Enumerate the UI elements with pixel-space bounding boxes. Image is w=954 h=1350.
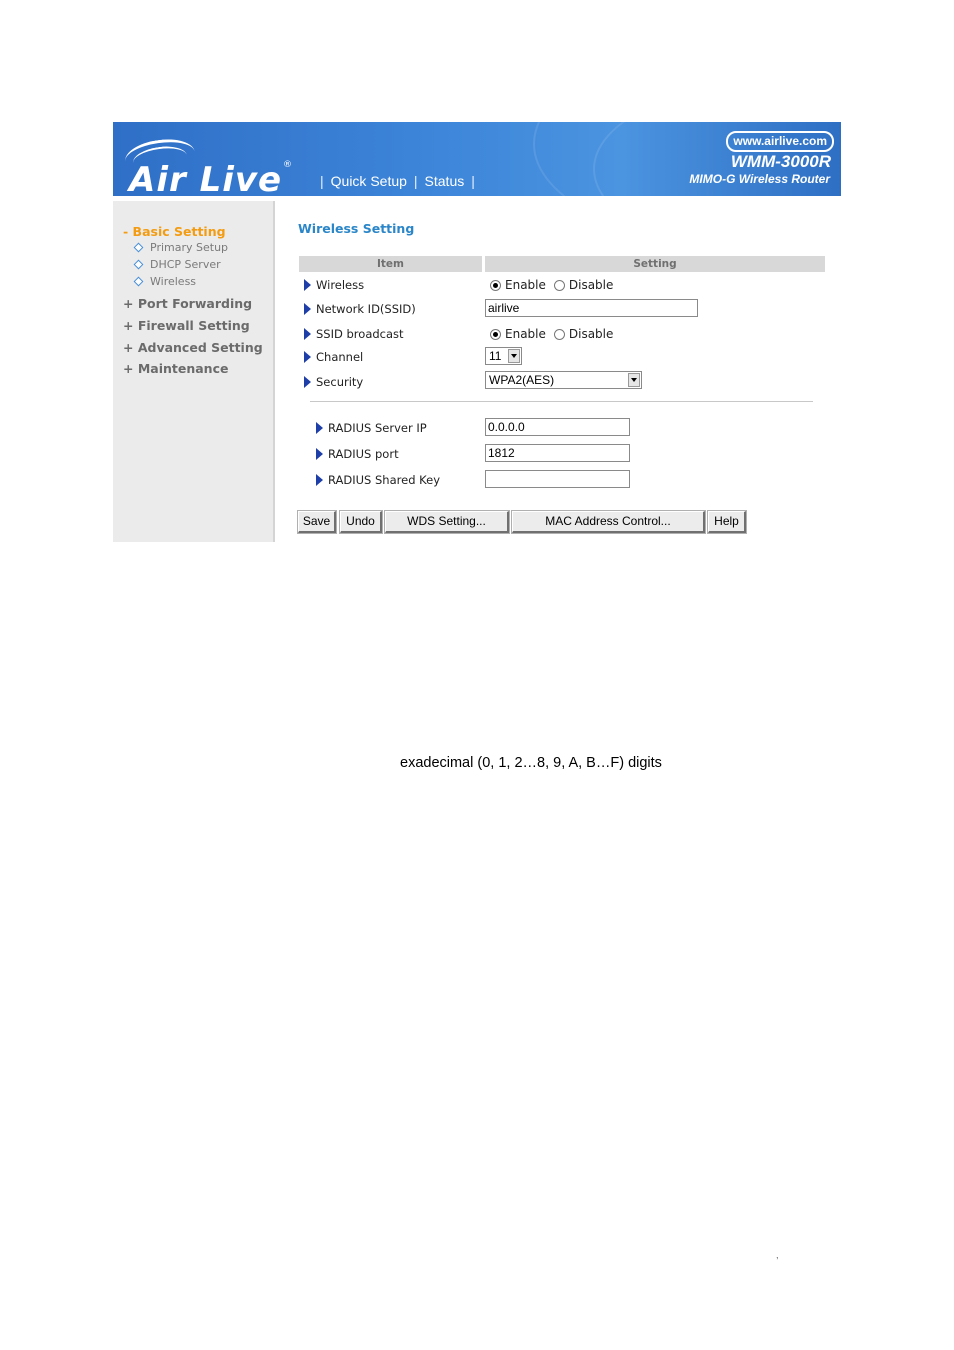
radio-label: Enable: [505, 278, 546, 292]
airlive-logo[interactable]: [119, 136, 299, 196]
sidebar-item-label: Primary Setup: [150, 241, 229, 254]
row-label: SSID broadcast: [316, 327, 404, 341]
radio-label: Enable: [505, 327, 546, 341]
ssid-input[interactable]: airlive: [485, 299, 698, 317]
brand-product-desc: MIMO-G Wireless Router: [689, 172, 830, 186]
row-label: Wireless: [316, 278, 365, 292]
ssid-broadcast-disable-radio[interactable]: [554, 329, 565, 340]
row-label: RADIUS port: [328, 447, 399, 461]
sidebar-item-label: DHCP Server: [150, 258, 221, 271]
undo-button[interactable]: Undo: [340, 511, 382, 533]
sidebar-port-forwarding[interactable]: + Port Forwarding: [123, 296, 253, 311]
triangle-bullet-icon: [304, 376, 311, 388]
radius-port-input[interactable]: 1812: [485, 444, 630, 462]
brand-model: WMM-3000R: [730, 152, 831, 171]
sidebar-item-wireless[interactable]: [135, 275, 196, 288]
row-radius-shared-key: [316, 473, 440, 487]
radio-label: Disable: [568, 327, 614, 341]
sidebar-firewall-setting[interactable]: + Firewall Setting: [123, 318, 250, 333]
document-note-text: exadecimal (0, 1, 2…8, 9, A, B…F) digits: [400, 755, 662, 771]
row-label: Security: [316, 375, 364, 389]
wireless-disable-radio[interactable]: [554, 280, 565, 291]
diamond-bullet-icon: [134, 277, 144, 287]
row-label: Network ID(SSID): [316, 302, 416, 316]
page-title: Wireless Setting: [298, 221, 415, 236]
sidebar-item-dhcp-server[interactable]: [135, 258, 221, 271]
security-select[interactable]: [485, 371, 642, 389]
triangle-bullet-icon: [316, 448, 323, 460]
logo-registered-mark: ®: [283, 160, 292, 170]
mac-address-control-button[interactable]: MAC Address Control...: [512, 511, 705, 533]
wireless-enable-radio[interactable]: [490, 280, 501, 291]
triangle-bullet-icon: [316, 422, 323, 434]
top-nav: [313, 172, 482, 190]
channel-select[interactable]: [485, 347, 522, 365]
row-ssid: [304, 302, 416, 316]
dropdown-arrow-icon[interactable]: [508, 349, 520, 363]
triangle-bullet-icon: [304, 279, 311, 291]
table-header-setting: Setting: [485, 256, 825, 272]
triangle-bullet-icon: [316, 474, 323, 486]
table-header-item: Item: [299, 256, 482, 272]
nav-separator: |: [471, 173, 475, 189]
nav-separator: |: [413, 173, 418, 189]
row-channel: [304, 350, 363, 364]
brand-url-badge[interactable]: www.airlive.com: [726, 131, 834, 152]
wireless-radio-group: [490, 278, 621, 292]
triangle-bullet-icon: [304, 328, 311, 340]
dropdown-arrow-icon[interactable]: [628, 373, 640, 387]
sidebar: [113, 201, 275, 542]
row-radius-server-ip: [316, 421, 427, 435]
diamond-bullet-icon: [134, 243, 144, 253]
radio-label: Disable: [568, 278, 614, 292]
triangle-bullet-icon: [304, 351, 311, 363]
sidebar-item-primary-setup[interactable]: [135, 241, 228, 254]
triangle-bullet-icon: [304, 303, 311, 315]
nav-quick-setup[interactable]: Quick Setup: [330, 173, 407, 189]
sidebar-maintenance[interactable]: + Maintenance: [123, 361, 229, 376]
sidebar-advanced-setting[interactable]: + Advanced Setting: [123, 340, 263, 355]
row-security: [304, 375, 363, 389]
row-label: RADIUS Shared Key: [328, 473, 441, 487]
row-label: Channel: [316, 350, 364, 364]
section-divider: [310, 401, 813, 402]
row-ssid-broadcast: [304, 327, 404, 341]
logo-text: Air Live: [129, 160, 283, 196]
ssid-broadcast-enable-radio[interactable]: [490, 329, 501, 340]
sidebar-item-label: Wireless: [150, 275, 197, 288]
diamond-bullet-icon: [134, 260, 144, 270]
nav-status[interactable]: Status: [424, 173, 465, 189]
sidebar-basic-setting[interactable]: - Basic Setting: [123, 224, 226, 239]
header-banner: [113, 122, 841, 196]
save-button[interactable]: Save: [298, 511, 336, 533]
nav-separator: |: [320, 173, 324, 189]
document-punctuation-mark: ,: [776, 1250, 779, 1260]
security-value: WPA2(AES): [489, 373, 555, 387]
row-wireless: [304, 278, 364, 292]
radius-server-ip-input[interactable]: 0.0.0.0: [485, 418, 630, 436]
row-label: RADIUS Server IP: [328, 421, 427, 435]
channel-value: 11: [489, 349, 502, 363]
ssid-broadcast-radio-group: [490, 327, 621, 341]
row-radius-port: [316, 447, 399, 461]
wds-setting-button[interactable]: WDS Setting...: [385, 511, 509, 533]
radius-shared-key-input[interactable]: [485, 470, 630, 488]
help-button[interactable]: Help: [708, 511, 746, 533]
